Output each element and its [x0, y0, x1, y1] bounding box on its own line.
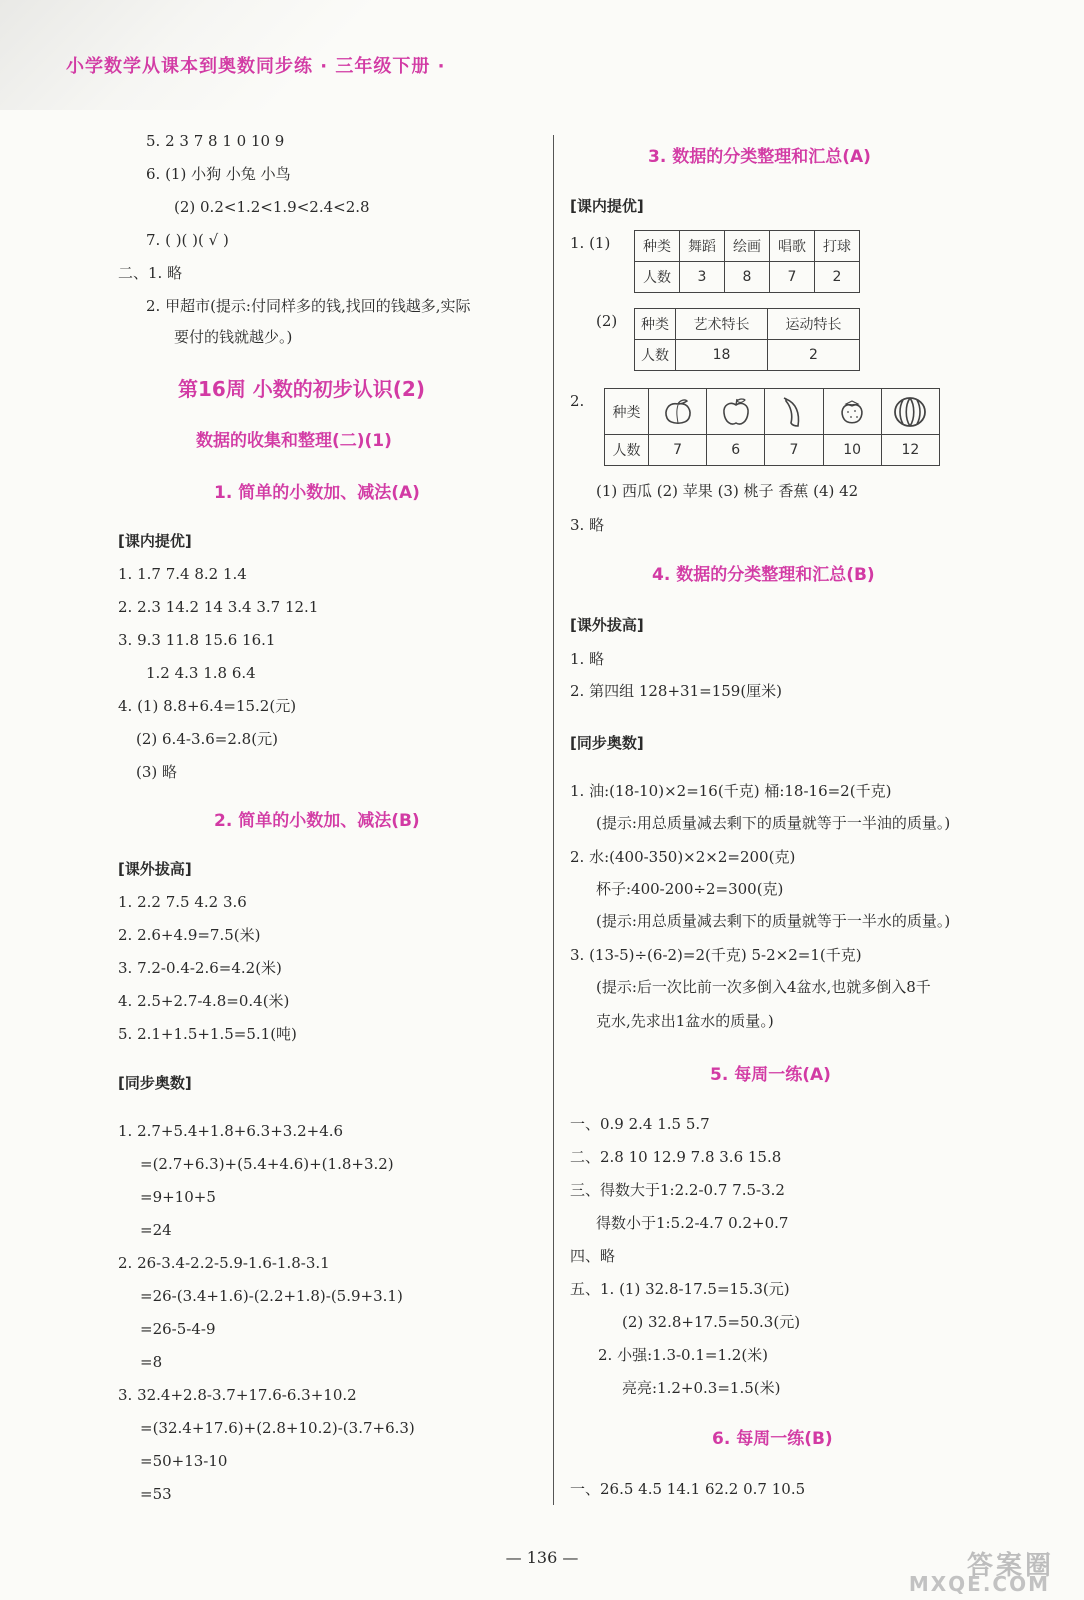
watermelon-icon — [881, 389, 939, 435]
table-cell: 12 — [881, 435, 939, 466]
answer-line: 2. 2.6+4.9=7.5(米) — [118, 926, 261, 944]
answer-line: 1.2 4.3 1.8 6.4 — [146, 664, 256, 682]
column-divider — [553, 135, 554, 1505]
table-cell: 6 — [707, 435, 765, 466]
answer-line: 2. 第四组 128+31=159(厘米) — [570, 682, 783, 700]
answer-line: 6. (1) 小狗 小兔 小鸟 — [146, 165, 291, 183]
book-header-title: 小学数学从课本到奥数同步练 · 三年级下册 · — [66, 56, 446, 77]
answer-line: 杯子:400-200÷2=300(克) — [596, 880, 784, 898]
table-cell: 2 — [768, 340, 860, 371]
answer-line: 二、1. 略 — [118, 264, 183, 282]
answer-line: (1) 西瓜 (2) 苹果 (3) 桃子 香蕉 (4) 42 — [596, 482, 859, 500]
answer-line: 5. 2.1+1.5+1.5=5.1(吨) — [118, 1025, 297, 1043]
section-tag: [同步奥数] — [570, 734, 644, 752]
answer-line: 2. 2.3 14.2 14 3.4 3.7 12.1 — [118, 598, 319, 616]
answer-line: 3. (13-5)÷(6-2)=2(千克) 5-2×2=1(千克) — [570, 946, 862, 964]
watermark-url: MXQE.COM — [908, 1572, 1050, 1596]
answer-line: =53 — [140, 1485, 172, 1503]
answer-line: 3. 9.3 11.8 15.6 16.1 — [118, 631, 276, 649]
answer-line: =8 — [140, 1353, 163, 1371]
watermark-logo: 答案圈 — [966, 1551, 1054, 1581]
answer-line: 3. 32.4+2.8-3.7+17.6-6.3+10.2 — [118, 1386, 357, 1404]
question-number: (2) — [596, 312, 618, 330]
data-table-talents — [634, 308, 860, 371]
table-cell: 7 — [765, 435, 823, 466]
answer-line: 4. (1) 8.8+6.4=15.2(元) — [118, 697, 297, 715]
answer-line: 四、略 — [570, 1247, 616, 1265]
answer-line: 亮亮:1.2+0.3=1.5(米) — [622, 1379, 781, 1397]
answer-line: 2. 26-3.4-2.2-5.9-1.6-1.8-3.1 — [118, 1254, 330, 1272]
answer-line: 2. 甲超市(提示:付同样多的钱,找回的钱越多,实际 — [146, 297, 471, 315]
section-heading: 5. 每周一练(A) — [710, 1065, 831, 1085]
answer-line: =(32.4+17.6)+(2.8+10.2)-(3.7+6.3) — [140, 1419, 415, 1437]
banana-icon — [765, 389, 823, 435]
question-number: 2. — [570, 392, 585, 410]
peach-icon — [648, 389, 706, 435]
answer-line: (2) 6.4-3.6=2.8(元) — [136, 730, 278, 748]
answer-line: 得数小于1:5.2-4.7 0.2+0.7 — [596, 1214, 789, 1232]
subsection-heading: 数据的收集和整理(二)(1) — [196, 431, 392, 451]
answer-line: 克水,先求出1盆水的质量。) — [596, 1012, 774, 1030]
answer-line: =26-(3.4+1.6)-(2.2+1.8)-(5.9+3.1) — [140, 1287, 403, 1305]
table-cell: 舞蹈 — [680, 231, 725, 262]
answer-line: (2) 32.8+17.5=50.3(元) — [622, 1313, 801, 1331]
answer-line: 三、得数大于1:2.2-0.7 7.5-3.2 — [570, 1181, 785, 1199]
section-heading: 4. 数据的分类整理和汇总(B) — [652, 565, 875, 585]
table-cell: 唱歌 — [770, 231, 815, 262]
answer-line: 1. 2.7+5.4+1.8+6.3+3.2+4.6 — [118, 1122, 344, 1140]
table-cell: 艺术特长 — [676, 309, 768, 340]
answer-line: (提示:用总质量减去剩下的质量就等于一半油的质量。) — [596, 814, 951, 832]
table-cell: 10 — [823, 435, 881, 466]
table-cell: 18 — [676, 340, 768, 371]
data-table-activities — [634, 230, 860, 293]
table-cell: 8 — [725, 262, 770, 293]
table-cell: 人数 — [605, 435, 649, 466]
table-cell: 打球 — [815, 231, 860, 262]
answer-line: (提示:后一次比前一次多倒入4盆水,也就多倒入8千 — [596, 978, 931, 996]
table-cell: 人数 — [635, 340, 676, 371]
answer-line: (提示:用总质量减去剩下的质量就等于一半水的质量。) — [596, 912, 951, 930]
answer-line: 二、2.8 10 12.9 7.8 3.6 15.8 — [570, 1148, 782, 1166]
answer-line: 五、1. (1) 32.8-17.5=15.3(元) — [570, 1280, 790, 1298]
table-cell: 7 — [770, 262, 815, 293]
table-cell: 2 — [815, 262, 860, 293]
table-cell: 种类 — [605, 389, 649, 435]
table-cell: 种类 — [635, 309, 676, 340]
section-tag: [同步奥数] — [118, 1074, 192, 1092]
answer-line: 一、26.5 4.5 14.1 62.2 0.7 10.5 — [570, 1480, 806, 1498]
section-heading: 3. 数据的分类整理和汇总(A) — [648, 147, 871, 167]
answer-line: 一、0.9 2.4 1.5 5.7 — [570, 1115, 710, 1133]
answer-line: 1. 2.2 7.5 4.2 3.6 — [118, 893, 247, 911]
answer-line: 3. 略 — [570, 516, 605, 534]
strawberry-icon — [823, 389, 881, 435]
table-cell: 3 — [680, 262, 725, 293]
answer-line: =26-5-4-9 — [140, 1320, 216, 1338]
section-tag: [课外拔高] — [118, 860, 192, 878]
answer-line: 1. 略 — [570, 650, 605, 668]
answer-line: 要付的钱就越少。) — [174, 328, 293, 346]
table-cell: 人数 — [635, 262, 680, 293]
table-cell: 运动特长 — [768, 309, 860, 340]
data-table-fruits — [604, 388, 940, 466]
section-heading: 2. 简单的小数加、减法(B) — [214, 811, 420, 831]
table-cell: 种类 — [635, 231, 680, 262]
answer-line: 1. 1.7 7.4 8.2 1.4 — [118, 565, 247, 583]
section-heading: 6. 每周一练(B) — [712, 1429, 833, 1449]
answer-line: (3) 略 — [136, 763, 178, 781]
answer-line: 5. 2 3 7 8 1 0 10 9 — [146, 132, 285, 150]
section-tag: [课外拔高] — [570, 616, 644, 634]
question-number: 1. (1) — [570, 234, 611, 252]
answer-line: =50+13-10 — [140, 1452, 228, 1470]
week-heading: 第16周 小数的初步认识(2) — [178, 377, 425, 401]
answer-line: =(2.7+6.3)+(5.4+4.6)+(1.8+3.2) — [140, 1155, 394, 1173]
table-cell: 绘画 — [725, 231, 770, 262]
table-cell: 7 — [648, 435, 706, 466]
section-tag: [课内提优] — [118, 532, 192, 550]
answer-line: =24 — [140, 1221, 172, 1239]
section-heading: 1. 简单的小数加、减法(A) — [214, 483, 420, 503]
answer-line: 2. 小强:1.3-0.1=1.2(米) — [598, 1346, 769, 1364]
answer-line: 2. 水:(400-350)×2×2=200(克) — [570, 848, 796, 866]
answer-line: 4. 2.5+2.7-4.8=0.4(米) — [118, 992, 290, 1010]
apple-icon — [707, 389, 765, 435]
answer-line: (2) 0.2<1.2<1.9<2.4<2.8 — [174, 198, 370, 216]
answer-line: 1. 油:(18-10)×2=16(千克) 桶:18-16=2(千克) — [570, 782, 892, 800]
section-tag: [课内提优] — [570, 197, 644, 215]
answer-line: =9+10+5 — [140, 1188, 216, 1206]
page-number: — 136 — — [505, 1548, 579, 1567]
answer-line: 7. ( )( )( √ ) — [146, 231, 229, 249]
answer-line: 3. 7.2-0.4-2.6=4.2(米) — [118, 959, 282, 977]
